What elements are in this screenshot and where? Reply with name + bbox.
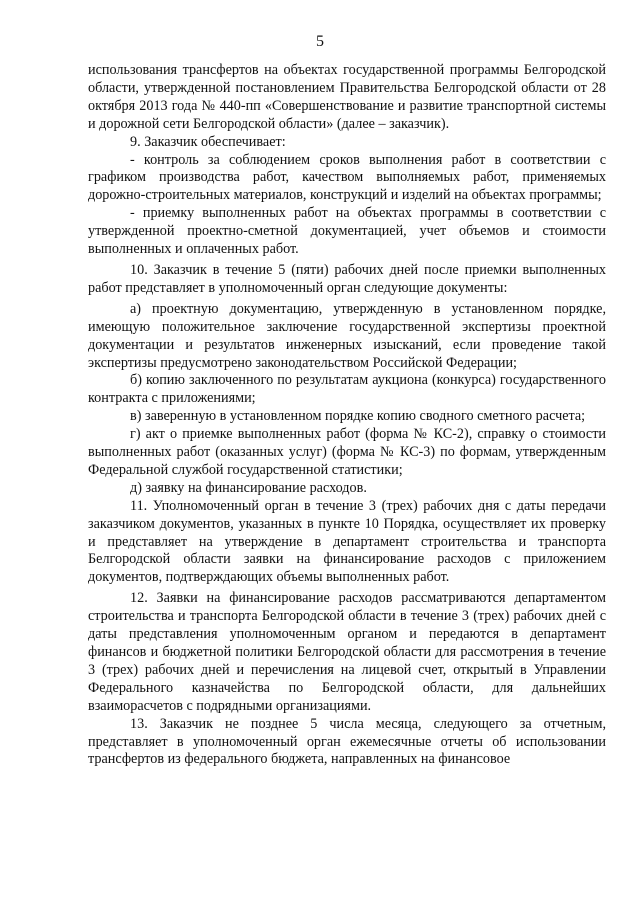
- paragraph-item-10-v: в) заверенную в установленном порядке копию сводного сметного расчета;: [130, 408, 586, 425]
- paragraph-item-10-a: а) проектную документацию, утвержденную в установленном порядке, имеющую положительное заключение государственной экспертизы проектной документации и результатов инженерных изысканий, если проведение такой экспертизы предусмотрено законодательством Российской Федерации;: [88, 300, 606, 371]
- paragraph-item-9-control: - контроль за соблюдением сроков выполнения работ в соответствии с графиком производства работ, качеством выполняемых работ, применяемых дорожно-строительных материалов, конструкций и изделий на объектах программы;: [88, 151, 606, 204]
- paragraph-continuation: использования трансфертов на объектах государственной программы Белгородской области, утвержденной постановлением Правительства Белгородской области от 28 октября 2013 года № 440-пп «Совершенствование и развитие транспортной системы и дорожной сети Белгородской области» (далее – заказчик).: [88, 62, 606, 132]
- paragraph-item-12: 12. Заявки на финансирование расходов рассматриваются департаментом строительства и транспорта Белгородской области в течение 3 (трех) рабочих дней с даты представления уполномоченным органом и передаются в департамент финансов и бюджетной политики Белгородской области для рассмотрения в течение 3 (трех) рабочих дней и перечисления на лицевой счет, открытый в Управлении Федерального казначейства по Белгородской области, для дальнейших взаиморасчетов с подрядными организациями.: [88, 590, 606, 714]
- paragraph-item-9: 9. Заказчик обеспечивает:: [130, 133, 286, 150]
- paragraph-item-9-acceptance: - приемку выполненных работ на объектах программы в соответствии с утвержденной проектно-сметной документацией, учет объемов и стоимости выполненных и оплаченных работ.: [88, 205, 606, 258]
- paragraph-item-10-g: г) акт о приемке выполненных работ (форма № КС-2), справку о стоимости выполненных работ (оказанных услуг) (форма № КС-3) по формам, утвержденным Федеральной службой государственной статистики;: [88, 426, 606, 478]
- document-body: [88, 62, 606, 769]
- paragraph-item-10: 10. Заказчик в течение 5 (пяти) рабочих дней после приемки выполненных работ представляет в уполномоченный орган следующие документы:: [88, 261, 606, 296]
- paragraph-item-10-d: д) заявку на финансирование расходов.: [130, 479, 367, 496]
- paragraph-item-13: 13. Заказчик не позднее 5 числа месяца, следующего за отчетным, представляет в уполномоченный орган ежемесячные отчеты об использовании трансфертов из федерального бюджета, направленных на финансовое: [88, 715, 606, 768]
- page-number: 5: [316, 33, 324, 50]
- paragraph-item-11: 11. Уполномоченный орган в течение 3 (трех) рабочих дня с даты передачи заказчиком документов, указанных в пункте 10 Порядка, осуществляет их проверку и представляет на утверждение в департамент строительства и транспорта Белгородской области заявки на финансирование расходов с приложением документов, подтверждающих объемы выполненных работ.: [88, 497, 606, 586]
- paragraph-item-10-b: б) копию заключенного по результатам аукциона (конкурса) государственного контракта с приложениями;: [88, 372, 606, 407]
